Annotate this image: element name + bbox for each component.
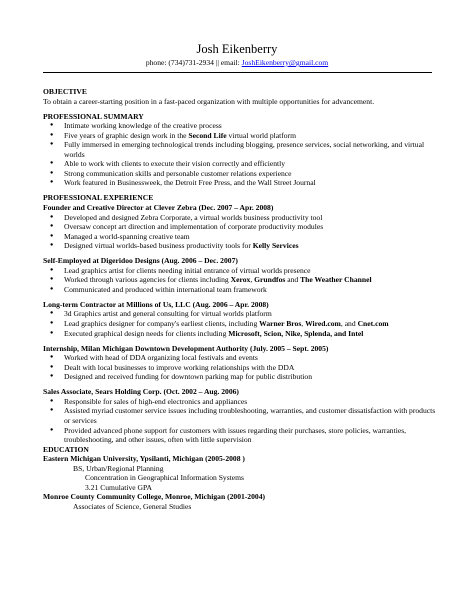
education-detail: BS, Urban/Regional Planning xyxy=(73,463,164,473)
job-duties xyxy=(43,397,438,445)
text: Worked with head of DDA organizing local festivals and events xyxy=(64,353,258,363)
job-duty xyxy=(43,426,438,445)
job-duty xyxy=(43,241,438,251)
job-duties xyxy=(43,266,438,295)
education-list xyxy=(43,454,438,511)
education-detail: Associates of Science, General Studies xyxy=(73,501,192,511)
job-duty xyxy=(43,363,438,373)
text: Fully immersed in emerging technological trends including blogging, presence services, social networking, and virtual worlds xyxy=(64,140,425,159)
bold-text: Kelly Services xyxy=(252,241,299,251)
job-duty xyxy=(43,397,438,407)
text: 3d Graphics artist and general consulting for virtual worlds platform xyxy=(64,309,272,319)
summary-item xyxy=(43,131,438,141)
text: Lead graphics artist for clients needing initial entrance of virtual worlds presence xyxy=(64,265,311,275)
job-duty xyxy=(43,319,438,329)
job-duty xyxy=(43,329,438,339)
text: virtual world platform xyxy=(226,130,296,140)
bold-text: Second Life xyxy=(188,130,227,140)
resume-body xyxy=(43,87,438,511)
job-title: Long-term Contractor at Millions of Us, LLC (Aug. 2006 – Apr. 2008) xyxy=(43,299,269,309)
text: Designed virtual worlds-based business productivity tools for xyxy=(64,241,253,251)
objective-text: To obtain a career-starting position in a fast-paced organization with multiple opportunities for advancement. xyxy=(43,96,375,106)
text: Oversaw concept art direction and implementation of corporate productivity modules xyxy=(64,222,324,232)
job-title: Sales Associate, Sears Holding Corp. (Oct. 2002 – Aug. 2006) xyxy=(43,387,239,397)
bold-text: Cnet.com xyxy=(357,319,389,329)
job-title: Founder and Creative Director at Clever Zebra (Dec. 2007 – Apr. 2008) xyxy=(43,203,274,213)
summary-item xyxy=(43,121,438,131)
job-duties xyxy=(43,213,438,251)
text: Five years of graphic design work in the xyxy=(64,130,189,140)
text: Work featured in Businessweek, the Detroit Free Press, and the Wall Street Journal xyxy=(64,178,316,188)
text: Strong communication skills and personable customer relations experience xyxy=(64,168,292,178)
text: , xyxy=(250,275,255,285)
summary-item xyxy=(43,140,438,159)
summary-item xyxy=(43,178,438,188)
bold-text: Grundfos xyxy=(254,275,286,285)
text: Executed graphical design needs for clients including xyxy=(64,328,229,338)
text: Lead graphics designer for company's earliest clients, including xyxy=(64,319,260,329)
bold-text: The Weather Channel xyxy=(300,275,372,285)
text: Responsible for sales of high-end electronics and appliances xyxy=(64,396,248,406)
summary-heading: PROFESSIONAL SUMMARY xyxy=(43,111,144,121)
job-duty xyxy=(43,309,438,319)
experience-list xyxy=(43,203,438,445)
job-duty xyxy=(43,406,438,425)
text: Intimate working knowledge of the creative process xyxy=(64,121,222,131)
bold-text: Microsoft, Scion, Nike, Splenda, and Intel xyxy=(228,328,364,338)
text: Managed a world-spanning creative team xyxy=(64,231,190,241)
text: and xyxy=(285,275,301,285)
experience-heading: PROFESSIONAL EXPERIENCE xyxy=(43,193,154,203)
text: Communicated and produced within international team framework xyxy=(64,284,267,294)
education-detail: 3.21 Cumulative GPA xyxy=(85,482,153,492)
school-title: Monroe County Community College, Monroe, Michigan (2001-2004) xyxy=(43,492,266,502)
candidate-name: Josh Eikenberry xyxy=(196,42,278,56)
email-link[interactable]: JoshEikenberry@gmail.com xyxy=(241,58,329,67)
contact-phone: phone: (734)731-2934 || email: xyxy=(145,58,242,67)
text: Designed and received funding for downtown parking map for public distribution xyxy=(64,372,313,382)
summary-item xyxy=(43,169,438,179)
job-duty xyxy=(43,285,438,295)
text: , and xyxy=(340,319,358,329)
job-duties xyxy=(43,353,438,382)
bold-text: Wired.com xyxy=(305,319,341,329)
summary-list xyxy=(43,121,438,188)
text: Dealt with local businesses to improve working relationships with the DDA xyxy=(64,362,295,372)
job-duty xyxy=(43,266,438,276)
job-duty xyxy=(43,372,438,382)
bold-text: Xerox xyxy=(230,275,251,285)
text: Developed and designed Zebra Corporate, a virtual worlds business productivity tool xyxy=(64,212,323,222)
job-duty xyxy=(43,353,438,363)
school-title: Eastern Michigan University, Ypsilanti, Michigan (2005-2008 ) xyxy=(43,454,245,464)
summary-item xyxy=(43,159,438,169)
contact-line xyxy=(0,58,474,68)
job-title: Self-Employed at Digeridoo Designs (Aug. 2006 – Dec. 2007) xyxy=(43,256,238,266)
job-duty xyxy=(43,232,438,242)
text: Able to work with clients to execute their vision correctly and efficiently xyxy=(64,159,286,169)
header-divider xyxy=(43,72,432,73)
job-duty xyxy=(43,213,438,223)
objective-heading: OBJECTIVE xyxy=(43,87,87,96)
text: Assisted myriad customer service issues including troubleshooting, warranties, and customer dissatisfaction with products or services xyxy=(64,406,436,425)
job-duty xyxy=(43,222,438,232)
education-heading: EDUCATION xyxy=(43,444,89,454)
text: , xyxy=(301,319,306,329)
text: Worked through various agencies for clients including xyxy=(64,275,231,285)
education-detail: Concentration in Geographical Information Systems xyxy=(85,473,245,483)
bold-text: Warner Bros xyxy=(259,319,302,329)
job-duty xyxy=(43,275,438,285)
job-duties xyxy=(43,309,438,338)
text: Provided advanced phone support for customers with issues regarding their purchases, store policies, warranties, troubleshooting, and other issues, often with little supervision xyxy=(64,425,407,445)
job-title: Internship, Milan Michigan Downtown Development Authority (July. 2005 – Sept. 2005) xyxy=(43,343,329,353)
